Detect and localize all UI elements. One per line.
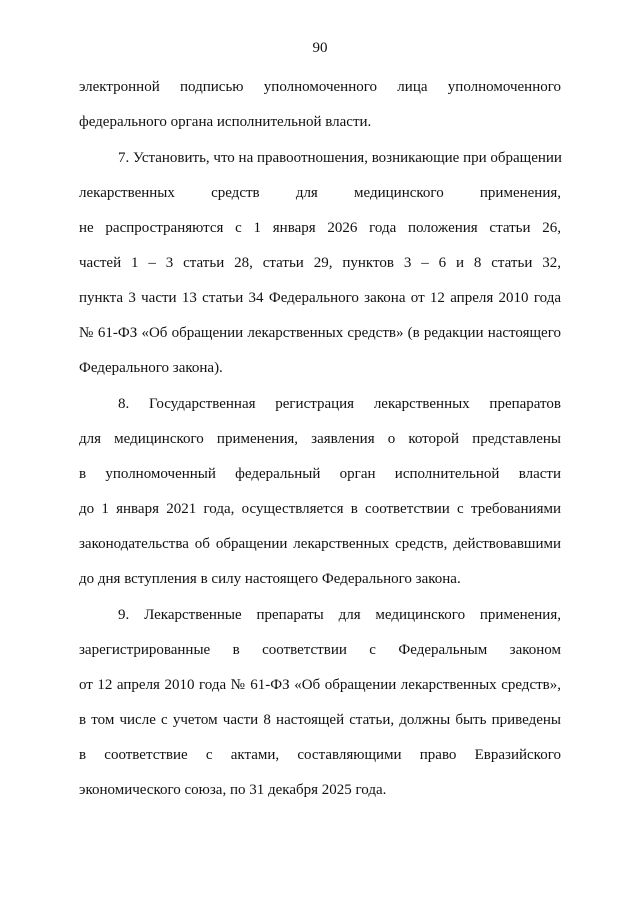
text-line: электронной подписью уполномоченного лица уполномоченного	[79, 79, 561, 95]
text-line: до дня вступления в силу настоящего Федерального закона.	[79, 571, 461, 587]
paragraph-8-start: 8. Государственная регистрация лекарственных препаратов	[118, 396, 561, 412]
text-line: в том числе с учетом части 8 настоящей статьи, должны быть приведены	[79, 712, 561, 728]
text-line: законодательства об обращении лекарственных средств, действовавшими	[79, 536, 561, 552]
text-line: частей 1 – 3 статьи 28, статьи 29, пунктов 3 – 6 и 8 статьи 32,	[79, 255, 561, 271]
text-line: Федерального закона).	[79, 360, 223, 376]
text-line: в уполномоченный федеральный орган исполнительной власти	[79, 466, 561, 482]
text-line: в соответствие с актами, составляющими право Евразийского	[79, 747, 561, 763]
page-number: 90	[312, 40, 328, 56]
text-line: от 12 апреля 2010 года № 61-ФЗ «Об обращении лекарственных средств»,	[79, 677, 561, 693]
paragraph-7-start: 7. Установить, что на правоотношения, возникающие при обращении	[118, 150, 562, 166]
text-line: не распространяются с 1 января 2026 года положения статьи 26,	[79, 220, 561, 236]
text-line: зарегистрированные в соответствии с Федеральным законом	[79, 642, 561, 658]
text-line: лекарственных средств для медицинского применения,	[79, 185, 561, 201]
text-line: экономического союза, по 31 декабря 2025 года.	[79, 782, 387, 798]
paragraph-9-start: 9. Лекарственные препараты для медицинского применения,	[118, 607, 561, 623]
text-line: для медицинского применения, заявления о которой представлены	[79, 431, 561, 447]
text-line: пункта 3 части 13 статьи 34 Федерального закона от 12 апреля 2010 года	[79, 290, 561, 306]
text-line: до 1 января 2021 года, осуществляется в соответствии с требованиями	[79, 501, 561, 517]
text-line: № 61-ФЗ «Об обращении лекарственных средств» (в редакции настоящего	[79, 325, 561, 341]
text-line: федерального органа исполнительной власти.	[79, 114, 372, 130]
